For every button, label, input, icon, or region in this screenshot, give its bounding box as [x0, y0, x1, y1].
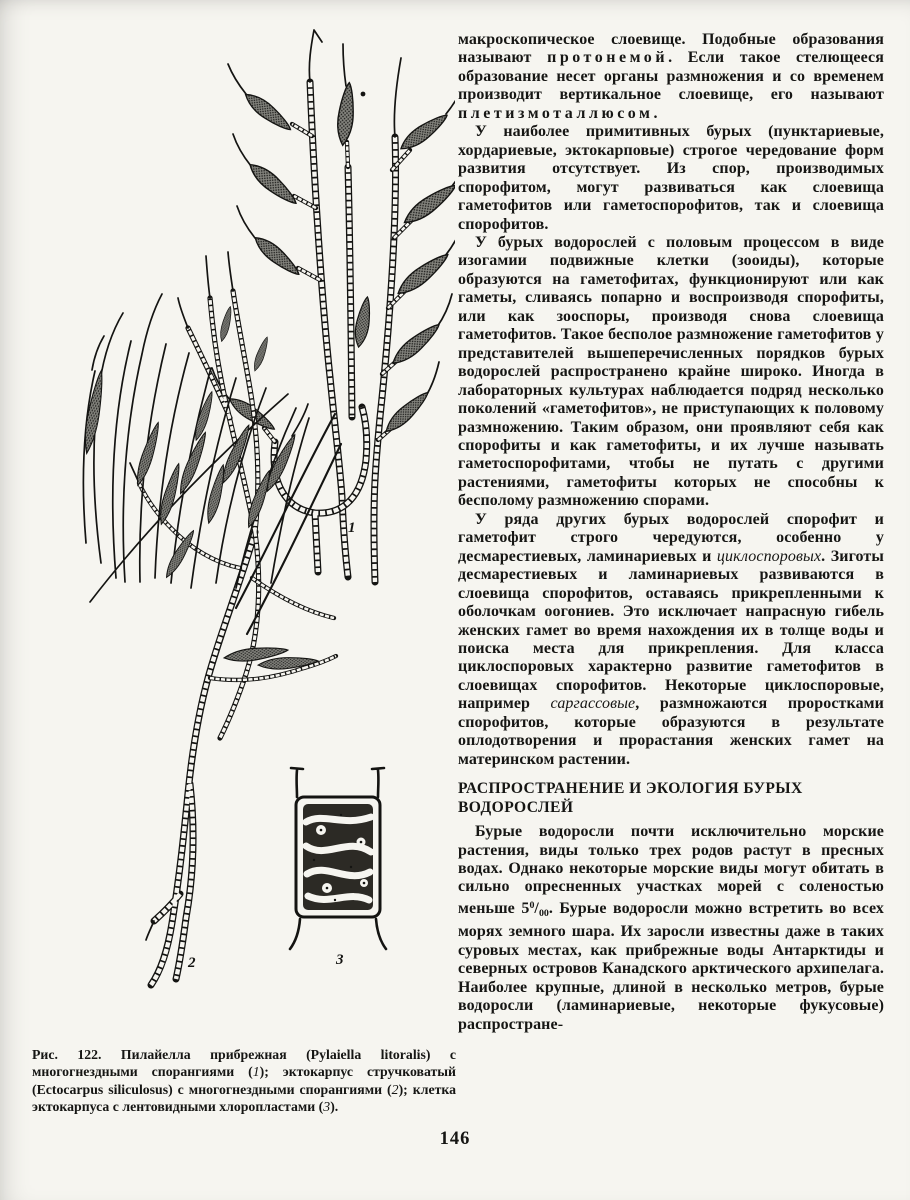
figure-label-2: 2	[188, 955, 196, 971]
cell-3-chloroplasts	[290, 768, 386, 949]
paragraph-2: У наиболее примитивных бурых (пунктариевые, хордариевые, эктокарповые) строгое чередование форм развития отсутствует. Из спор, производимых спорофитом, могут развиваться как слоевища гаметофитов или гаметоспорофитов, так и слоевища спорофитов.	[458, 123, 884, 233]
page-number: 146	[439, 1129, 471, 1149]
figure-label-1: 1	[348, 520, 356, 536]
paragraph-3: У бурых водорослей с половым процессом в виде изогамии подвижные клетки (зооиды), которые образуются на гаметофитах, функционируют или как гаметы, сливаясь попарно и воспроизводя спорофиты, или как зооспоры, производя снова слоевища гаметофитов. Такое бесполое размножение гаметофитов у представителей вышеперечисленных порядков бурых водорослей распространено крайне широко. Иногда в лабораторных культурах наблюдается подряд несколько поколений «гаметофитов», не приступающих к половому размножению. Таким образом, они проявляют себя как спорофиты и как гаметофиты, и их лучше называть гаметоспорофитами, чтобы не путать с другими растениями, гаметофиты которых не способны к бесполому размножению спорами.	[458, 233, 884, 510]
sporangia-plant-1	[226, 82, 455, 436]
figure-caption: Рис. 122. Пилайелла прибрежная (Pylaiella litoralis) с многогнездными спорангиями (1); эктокарпус стручковатый (Ectocarpus siliculosus) с многогнездными спорангиями (2); клетка эктокарпуса с лентовидными хлоропластами (3).	[32, 1047, 457, 1115]
stem-speck	[361, 92, 366, 97]
paragraph-5: Бурые водоросли почти исключительно морские растения, виды только трех родов растут в пресных водах. Однако некоторые морские виды могут обитать в сильно опресненных участках морей с соленостью меньше $5^0/00$. Бурые водоросли можно встретить во всех морях земного шара. Их заросли известны даже в таких суровых местах, как прибрежные воды Антарктиды и северных островов Канадского арктического архипелага. Наиболее крупные, длиной в несколько метров, бурые водоросли (ламинариевые, некоторые фукусовые) распростране-	[458, 823, 884, 1033]
figure-label-3: 3	[336, 952, 344, 968]
figure-illustration	[30, 22, 455, 1040]
figure-122-drawing	[30, 22, 455, 1040]
section-heading: РАСПРОСТРАНЕНИЕ И ЭКОЛОГИЯ БУРЫХ ВОДОРОСЛЕЙ	[458, 780, 803, 817]
paragraph-4: У ряда других бурых водорослей спорофит и гаметофит строго чередуются, особенно у десмарестиевых, ламинариевых и циклоспоровых. Зиготы десмарестиевых и ламинариевых развиваются в слоевища спорофитов, оставаясь прикрепленными к оболочкам оогониев. Это исключает напрасную гибель женских гамет во время нахождения их в толще воды и поиска места для прикрепления. Для класса циклоспоровых характерно развитие гаметофитов в слоевищах спорофитов. Некоторые циклоспоровые, например саргассовые, размножаются проростками спорофитов, которые образуются в результате оплодотворения и прорастания женских гамет на материнском растении.	[458, 510, 884, 768]
body-text-column	[458, 31, 884, 1034]
paragraph-1: макроскопическое слоевище. Подобные образования называют протонемой. Если такое стелющееся образование несет органы размножения и со временем производит вертикальное слоевище, его называют плетизмоталлюсом.	[458, 31, 884, 122]
